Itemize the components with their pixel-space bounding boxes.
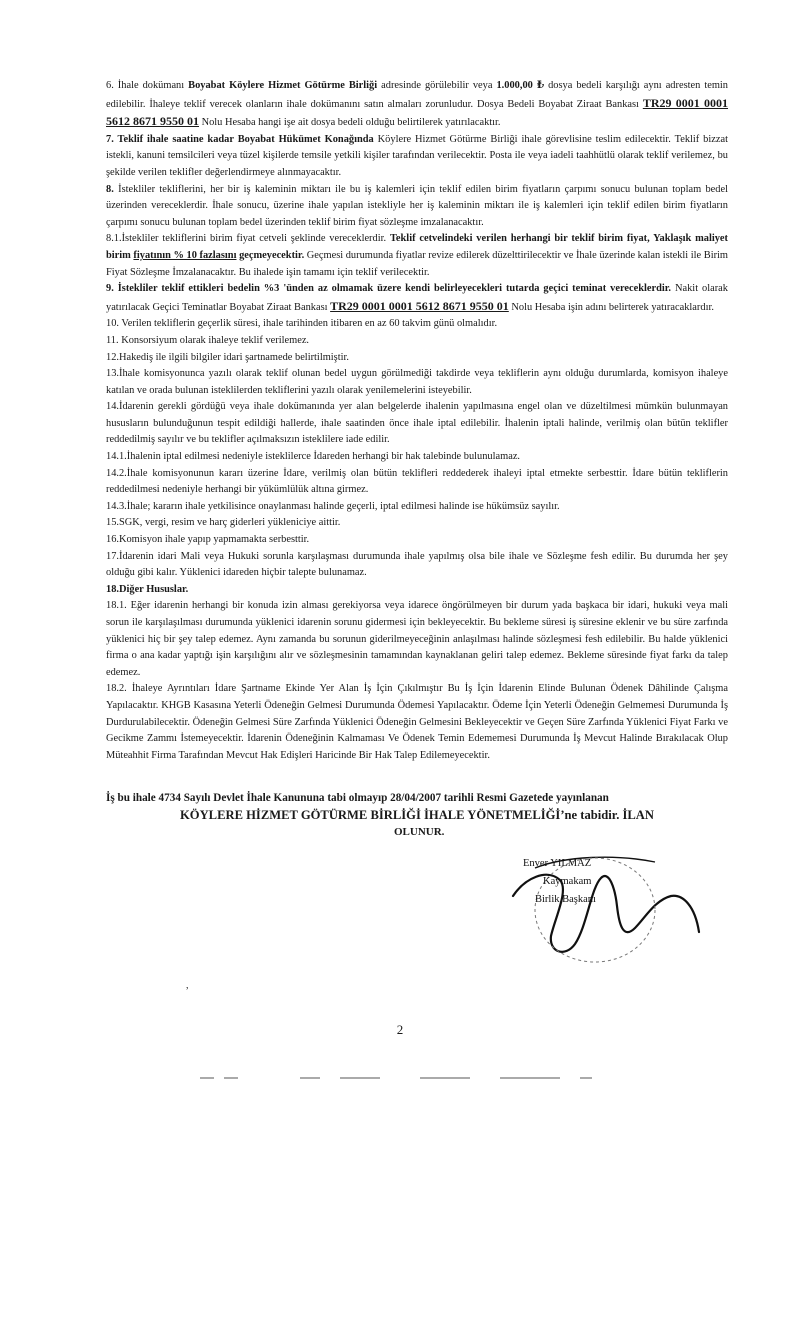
scan-artifact-dashes	[0, 1073, 800, 1083]
item-8-1-underlined: fiyatının % 10 fazlasını	[133, 249, 237, 261]
item-9-iban: TR29 0001 0001 5612 8671 9550 01	[330, 298, 509, 313]
item-8-1-bold: Teklif cetvelindeki verilen herhangi bir teklif birim fiyat, Yaklaşık maliyet birim	[106, 233, 729, 261]
closing-line-3: OLUNUR.	[394, 826, 445, 839]
item-18-heading: 18.Diğer Hususlar.	[106, 583, 189, 595]
item-8	[106, 182, 728, 232]
closing-line-2: KÖYLERE HİZMET GÖTÜRME BİRLİĞİ İHALE YÖNETMELİĞİ’ne tabidir. İLAN	[180, 808, 654, 823]
item-9-text: Nakit olarak yatırılacak Geçici Teminatlar Boyabat Ziraat Bankası	[106, 283, 728, 313]
item-9-tail: Nolu Hesaba işin adını belirterek yatıracaklardır.	[508, 301, 714, 313]
item-8-1-bold2: geçmeyecektir.	[236, 249, 305, 261]
stray-mark: ,	[186, 980, 189, 991]
signer-title-2: Birlik Başkanı	[535, 894, 596, 905]
item-14-2: 14.2.İhale komisyonunun kararı üzerine İdare, verilmiş olan bütün teklifleri reddederek ihaleyi iptal etmekte serbesttir. İdare bütün tekliflerin reddedilmesi nedeniyle herhangi bir yükümlülük altına girmez.	[106, 467, 728, 496]
item-18-2: 18.2. İhaleye Ayrıntıları İdare Şartname Ekinde Yer Alan İş İçin Çıkılmıştır Bu İş İçin İdarenin Elinde Bulunan Ödenek Dâhilinde Çalışma Yapılacaktır. KHGB Kasasına Yeterli Ödeneğin Gelmesi Durumunda Ödemesi Yapılacaktır. Ödeme İçin Yeterli Ödeneğin Gelmemesi Durumunda İş Durdurulabilecektir. Ödeneğin Gelmesi Süre Zarfında Yüklenici Ödeneğin Gelmesini Bekleyecektir ve Geçen Süre Zarfında Yüklenici Fiyat Farkı ve Gecikme Zammı İstemeyecektir. İdarenin Ödeneğinin Kalmaması Ve Ödenek Temin Edememesi Durumunda İş Mevcut Halinde Bırakılacak Olup Müteahhit Firma Tarafından Mevcut Hak Edişleri Haricinde Bir Hak Talep Edilemeyecektir.	[106, 683, 728, 761]
signature-block	[505, 848, 705, 968]
item-6-lead: 6. İhale dokümanı	[106, 80, 189, 91]
item-7-text: Köylere Hizmet Götürme Birliği ihale görevlisine teslim edilecektir. Teklif bizzat istekli, kanuni temsilcileri veya tüzel kişilerde temsile yetkili kişiler tarafından verilecektir. Posta ile veya iadeli taahhütlü olarak teklif verilemez, bu şekilde verilen teklifler değerlendirmeye alınmayacaktır.	[106, 133, 728, 178]
item-15: 15.SGK, vergi, resim ve harç giderleri yükleniciye aittir.	[106, 517, 341, 529]
item-8-1-a: 8.1.İstekliler tekliflerini birim fiyat cetveli şeklinde vereceklerdir.	[106, 233, 390, 245]
item-10: 10. Verilen tekliflerin geçerlik süresi, ihale tarihinden itibaren en az 60 takvim günü olmalıdır.	[106, 318, 498, 330]
item-6-rest: dosya bedeli karşılığı aynı adresten temin edilebilir. İhaleye teklif verecek olanların ihale dokümanını satın almaları zorunludur. Dosya Bedeli Boyabat Ziraat Bankası	[106, 80, 728, 110]
item-9	[106, 281, 728, 316]
item-7-bold: 7. Teklif ihale saatine kadar Boyabat Hükümet Konağında	[106, 133, 374, 145]
item-6-mid: adresinde görülebilir veya	[377, 80, 497, 91]
item-9-bold: 9. İstekliler teklif ettikleri bedelin %3 'ünden az olmamak üzere kendi belirleyecekleri tutarda geçici teminat vereceklerdir.	[106, 283, 672, 295]
page-number: 2	[396, 1022, 404, 1037]
item-6-tail: Nolu Hesaba hangi işe ait dosya bedeli olduğu belirtilerek yatırılacaktır.	[199, 117, 501, 129]
item-8-num: 8.	[106, 183, 114, 195]
signer-name: Enver YILMAZ	[523, 858, 592, 869]
item-17: 17.İdarenin idari Mali veya Hukuki sorunla karşılaşması durumunda ihale yapılmış olsa bile ihale ve Sözleşme fesh edilir. Bu durumda her şey olduğu gibi kalır. Yüklenici idareden hiçbir talepte bulunamaz.	[106, 550, 728, 579]
signer-title-1: Kaymakam	[543, 876, 592, 887]
item-6-org: Boyabat Köylere Hizmet Götürme Birliği	[188, 80, 378, 91]
item-7	[106, 132, 728, 182]
item-8-1	[106, 231, 728, 281]
item-14-1: 14.1.İhalenin iptal edilmesi nedeniyle isteklilerce İdareden herhangi bir hak talebinde bulunulamaz.	[106, 451, 521, 463]
item-8-1-rest: Geçmesi durumunda fiyatlar revize edilerek düzelttirilecektir ve İhale üzerinde kalan istekli ile Birim Fiyat Sözleşme İmzalanacaktır. Bu ihalede işin tamamı için teklif verilecektir.	[106, 249, 729, 278]
item-6-iban: TR29 0001 0001 5612 8671 9550 01	[106, 95, 729, 129]
item-14-3: 14.3.İhale; kararın ihale yetkilisince onaylanması halinde geçerli, iptal edilmesi halinde ise hükümsüz sayılır.	[106, 500, 560, 512]
item-6-amount: 1.000,00 ₺	[496, 80, 545, 91]
item-18-1: 18.1. Eğer idarenin herhangi bir konuda izin alması gerekiyorsa veya idarece öngörülmeyen bir durum yada başkaca bir idari, hukuki veya mali sorun ile karşılaşılması durumunda yüklenici idarenin sorunu gidermesi için bekleyecektir. Bu bekleme süresi iş süresine eklenir ve bu süre zarfında yüklenici hiç bir şey talep edemez. Aynı zamanda bu sorunun giderilmeyeceğinin anlaşılması halinde sözleşmesi fesh edilebilir. Bu halde yüklenici firma o ana kadar yaptığı işin karşılığını alır ve sözleşmesinin tamamından kaynaklanan geliri talep edemez. Bekleme süresinde fiyat farkı da talep edemez.	[106, 600, 728, 678]
document-body	[106, 78, 728, 841]
item-6	[106, 78, 728, 132]
item-16: 16.Komisyon ihale yapıp yapmamakta serbesttir.	[106, 534, 310, 546]
item-12: 12.Hakediş ile ilgili bilgiler idari şartnamede belirtilmiştir.	[106, 351, 349, 363]
item-8-text: İstekliler tekliflerini, her bir iş kaleminin miktarı ile bu iş kalemleri için teklif edilen birim fiyatların çarpımı sonucu bulunan toplam bedel üzerinden vereceklerdir. İhale sonucu, üzerine ihale yapılan istekliyle her iş kaleminin miktarı ile iş kalemleri için teklif edilen birim fiyatların çarpımı sonucu bulunan toplam bedel üzerinden teklif birim fiyat sözleşme imzalanacaktır.	[106, 183, 728, 228]
item-11: 11. Konsorsiyum olarak ihaleye teklif verilemez.	[106, 334, 310, 346]
item-13: 13.İhale komisyonunca yazılı olarak teklif olunan bedel uygun görülmediği takdirde veya tekliflerin aynı olduğu durumlarda, komisyon ihaleye katılan ve orada bulunan isteklilerden tekliflerini yazılı olarak yenilemelerini isteyebilir.	[106, 368, 728, 396]
closing-statement	[106, 790, 728, 841]
item-14: 14.İdarenin gerekli gördüğü veya ihale dokümanında yer alan belgelerde ihalenin yapılmasına engel olan ve düzeltilmesi mümkün bulunmayan hususların bulunduğunun tespit edildiği hallerde, ihale saatinden önce ihale iptal edilebilir. İhalenin iptali halinde, verilmiş olan bütün teklifler reddedilmiş sayılır ve bu teklifler açılmaksızın isteklilere iade edilir.	[106, 401, 728, 446]
closing-line-1: İş bu ihale 4734 Sayılı Devlet İhale Kanununa tabi olmayıp 28/04/2007 tarihli Resmi Gazetede yayınlanan	[106, 792, 609, 805]
